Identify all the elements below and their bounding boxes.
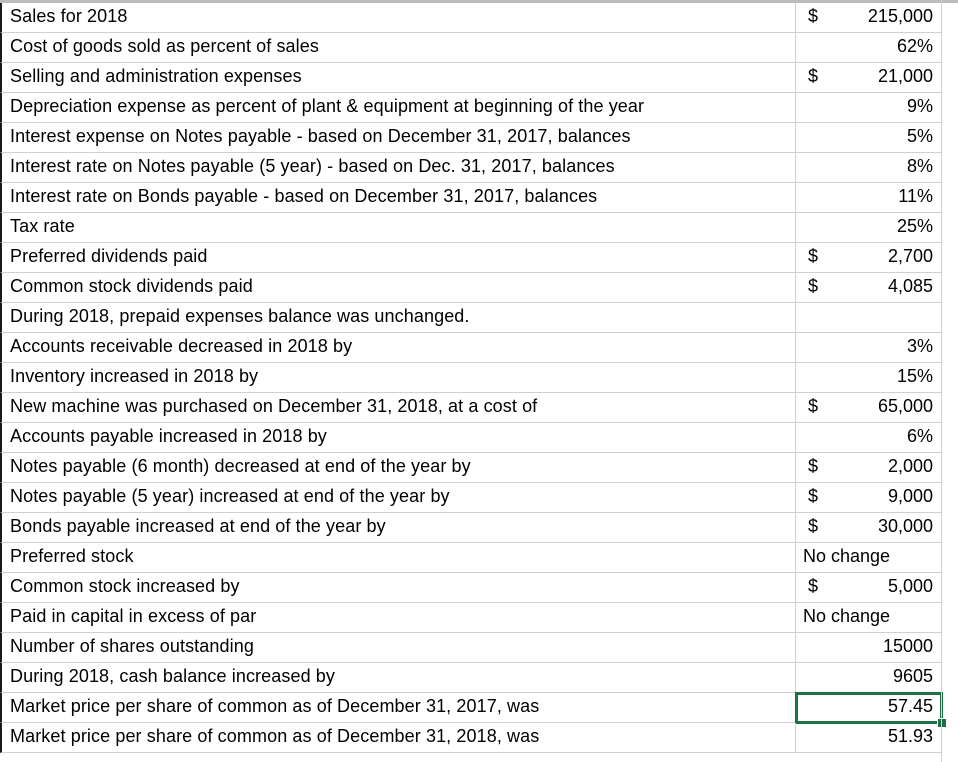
- cell-value: 9,000: [887, 486, 933, 506]
- cell-value: 51.93: [887, 726, 933, 746]
- row-label: Tax rate: [10, 216, 75, 236]
- currency-symbol: $: [808, 6, 819, 26]
- label-cell[interactable]: [0, 93, 796, 123]
- row-label: Paid in capital in excess of par: [10, 606, 257, 626]
- table-row: [0, 63, 958, 93]
- row-label: Interest rate on Bonds payable - based on December 31, 2017, balances: [10, 186, 598, 206]
- cell-value: 30,000: [877, 516, 933, 536]
- value-cell[interactable]: [796, 243, 942, 273]
- label-cell[interactable]: [0, 3, 796, 33]
- cell-value: 5,000: [887, 576, 933, 596]
- table-row: [0, 243, 958, 273]
- row-label: Preferred stock: [10, 546, 134, 566]
- currency-symbol: $: [808, 66, 819, 86]
- row-label: Sales for 2018: [10, 6, 128, 26]
- row-label: Market price per share of common as of December 31, 2017, was: [10, 696, 540, 716]
- label-cell[interactable]: [0, 393, 796, 423]
- label-cell[interactable]: [0, 183, 796, 213]
- cell-value: 9605: [892, 666, 933, 686]
- currency-symbol: $: [808, 276, 819, 296]
- table-row: [0, 603, 958, 633]
- row-label: Selling and administration expenses: [10, 66, 302, 86]
- currency-symbol: $: [808, 486, 819, 506]
- cell-value: 25%: [896, 216, 933, 236]
- selected-value-cell[interactable]: [796, 693, 942, 723]
- table-row: [0, 33, 958, 63]
- table-row: [0, 543, 958, 573]
- table-row: [0, 663, 958, 693]
- label-cell[interactable]: [0, 153, 796, 183]
- row-label: Common stock dividends paid: [10, 276, 253, 296]
- cell-text: No change: [803, 546, 891, 566]
- value-cell[interactable]: [796, 93, 942, 123]
- table-row: [0, 303, 958, 333]
- row-label: Common stock increased by: [10, 576, 240, 596]
- row-label: Notes payable (6 month) decreased at end of the year by: [10, 456, 471, 476]
- label-cell[interactable]: [0, 123, 796, 153]
- label-cell[interactable]: [0, 243, 796, 273]
- value-cell[interactable]: [796, 573, 942, 603]
- label-cell[interactable]: [0, 543, 796, 573]
- value-cell[interactable]: [796, 603, 942, 633]
- value-cell[interactable]: [796, 483, 942, 513]
- value-cell[interactable]: [796, 333, 942, 363]
- cell-value: 15%: [896, 366, 933, 386]
- label-cell[interactable]: [0, 363, 796, 393]
- table-row: [0, 393, 958, 423]
- cell-value: 62%: [896, 36, 933, 56]
- cell-value: 8%: [906, 156, 933, 176]
- label-cell[interactable]: [0, 693, 796, 723]
- cell-value: 11%: [898, 186, 933, 206]
- table-row: [0, 633, 958, 663]
- value-cell[interactable]: [796, 123, 942, 153]
- cell-value: 3%: [906, 336, 933, 356]
- currency-symbol: $: [808, 456, 819, 476]
- row-label: Cost of goods sold as percent of sales: [10, 36, 319, 56]
- cell-value: 57.45: [887, 696, 933, 716]
- table-row: [0, 423, 958, 453]
- cell-value: 2,000: [887, 456, 933, 476]
- currency-symbol: $: [808, 576, 819, 596]
- value-cell[interactable]: [796, 153, 942, 183]
- row-label: Interest rate on Notes payable (5 year) - based on Dec. 31, 2017, balances: [10, 156, 615, 176]
- label-cell[interactable]: [0, 453, 796, 483]
- currency-symbol: $: [808, 516, 819, 536]
- row-label: Depreciation expense as percent of plant & equipment at beginning of the year: [10, 96, 645, 116]
- row-label: During 2018, cash balance increased by: [10, 666, 336, 686]
- value-cell[interactable]: [796, 663, 942, 693]
- label-cell[interactable]: [0, 483, 796, 513]
- row-label: Accounts payable increased in 2018 by: [10, 426, 327, 446]
- row-label: New machine was purchased on December 31, 2018, at a cost of: [10, 396, 538, 416]
- table-row: [0, 93, 958, 123]
- value-cell[interactable]: [796, 513, 942, 543]
- label-cell[interactable]: [0, 603, 796, 633]
- row-label: Market price per share of common as of December 31, 2018, was: [10, 726, 540, 746]
- currency-symbol: $: [808, 396, 819, 416]
- value-cell[interactable]: [796, 453, 942, 483]
- value-cell[interactable]: [796, 183, 942, 213]
- cell-value: 9%: [906, 96, 933, 116]
- table-row: [0, 153, 958, 183]
- cell-text: No change: [803, 606, 891, 626]
- label-cell[interactable]: [0, 723, 796, 753]
- label-cell[interactable]: [0, 33, 796, 63]
- label-cell[interactable]: [0, 573, 796, 603]
- value-cell[interactable]: [796, 543, 942, 573]
- value-cell[interactable]: [796, 423, 942, 453]
- cell-value: 65,000: [877, 396, 933, 416]
- row-label: Accounts receivable decreased in 2018 by: [10, 336, 353, 356]
- row-label: Notes payable (5 year) increased at end of the year by: [10, 486, 450, 506]
- cell-value: 215,000: [867, 6, 933, 26]
- table-row: [0, 483, 958, 513]
- cell-value: 4,085: [887, 276, 933, 296]
- table-row: [0, 3, 958, 33]
- value-cell[interactable]: [796, 3, 942, 33]
- value-cell[interactable]: [796, 723, 942, 753]
- table-row: [0, 123, 958, 153]
- value-cell[interactable]: [796, 213, 942, 243]
- label-cell[interactable]: [0, 633, 796, 663]
- row-label: Preferred dividends paid: [10, 246, 208, 266]
- row-label: Inventory increased in 2018 by: [10, 366, 259, 386]
- table-row: [0, 513, 958, 543]
- label-cell[interactable]: [0, 513, 796, 543]
- label-cell[interactable]: [0, 273, 796, 303]
- table-row: [0, 693, 958, 723]
- value-cell[interactable]: [796, 303, 942, 333]
- right-gridline: [941, 0, 942, 762]
- currency-symbol: $: [808, 246, 819, 266]
- table-row: [0, 453, 958, 483]
- cell-value: 21,000: [877, 66, 933, 86]
- label-cell[interactable]: [0, 303, 796, 333]
- label-cell[interactable]: [0, 423, 796, 453]
- row-label: Number of shares outstanding: [10, 636, 254, 656]
- cell-value: 15000: [882, 636, 933, 656]
- table-row: [0, 573, 958, 603]
- table-row: [0, 213, 958, 243]
- table-row: [0, 363, 958, 393]
- table-row: [0, 333, 958, 363]
- value-cell[interactable]: [796, 33, 942, 63]
- value-cell[interactable]: [796, 63, 942, 93]
- row-label: Bonds payable increased at end of the year by: [10, 516, 386, 536]
- row-label: Interest expense on Notes payable - based on December 31, 2017, balances: [10, 126, 631, 146]
- table-row: [0, 273, 958, 303]
- table-row: [0, 723, 958, 753]
- table-row: [0, 183, 958, 213]
- value-cell[interactable]: [796, 633, 942, 663]
- row-label: During 2018, prepaid expenses balance was unchanged.: [10, 306, 470, 326]
- value-cell[interactable]: [796, 363, 942, 393]
- label-cell[interactable]: [0, 213, 796, 243]
- label-cell[interactable]: [0, 663, 796, 693]
- cell-value: 2,700: [887, 246, 933, 266]
- value-cell[interactable]: [796, 273, 942, 303]
- value-cell[interactable]: [796, 393, 942, 423]
- cell-value: 5%: [906, 126, 933, 146]
- label-cell[interactable]: [0, 63, 796, 93]
- cell-value: 6%: [906, 426, 933, 446]
- label-cell[interactable]: [0, 333, 796, 363]
